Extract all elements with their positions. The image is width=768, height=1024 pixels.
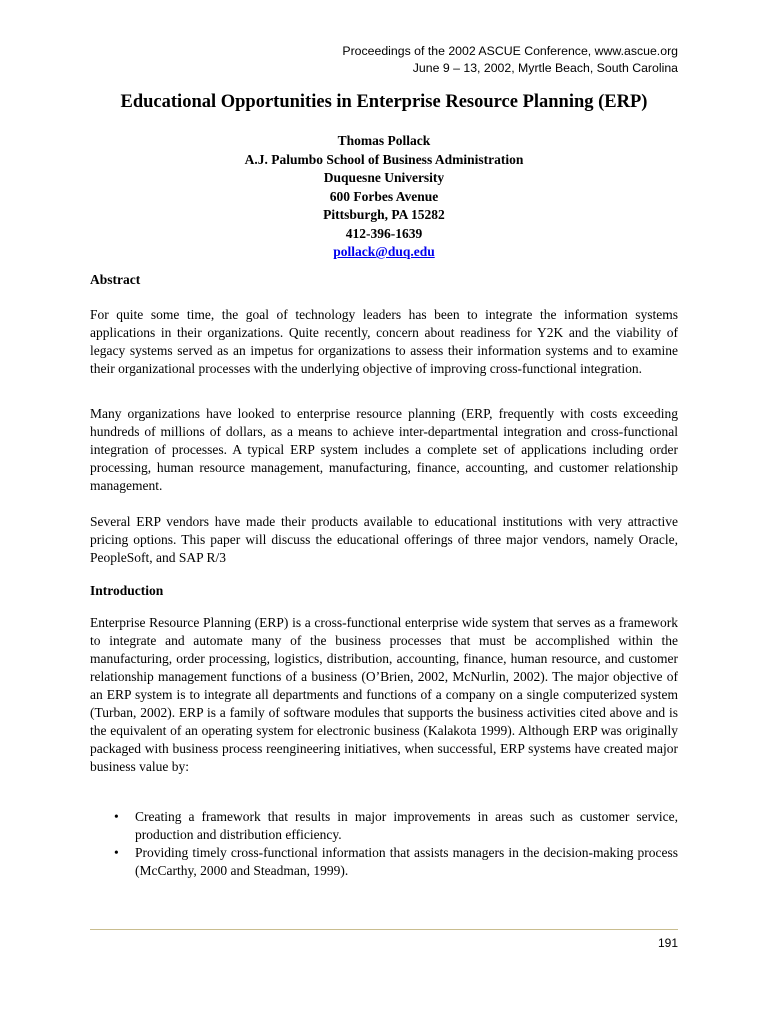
paper-title: Educational Opportunities in Enterprise Resource Planning (ERP)	[120, 92, 648, 112]
author-street: 600 Forbes Avenue	[329, 188, 439, 204]
bullet-icon: •	[114, 845, 119, 860]
abstract-paragraph-3: Several ERP vendors have made their products available to educational institutions with very attractive pricing options. This paper will discuss the educational offerings of three major vendors, namely Oracle, PeopleSoft, and SAP R/3	[90, 514, 678, 565]
bullet-icon: •	[114, 809, 119, 824]
introduction-paragraph: Enterprise Resource Planning (ERP) is a cross-functional enterprise wide system that serves as a framework to integrate and automate many of the business processes that must be accomplished within the manufacturing, order processing, logistics, distribution, accounting, finance, human resource, and customer relationship management functions of a business (O’Brien, 2002, McNurlin, 2002). The major objective of an ERP system is to integrate all departments and functions of a company on a single computerized system (Turban, 2002). ERP is a family of software modules that supports the business activities cited above and is the equivalent of an operating system for electronic business (Kalakota 1999). Although ERP was originally packaged with business process reengineering initiatives, when successful, ERP systems have created major business value by:	[90, 615, 678, 774]
list-item-text: Creating a framework that results in major improvements in areas such as customer service, production and distribution efficiency.	[135, 809, 678, 842]
header-line-2: June 9 – 13, 2002, Myrtle Beach, South Carolina	[412, 61, 678, 75]
list-item	[90, 808, 678, 844]
page-number: 191	[657, 936, 678, 950]
abstract-paragraph-2: Many organizations have looked to enterprise resource planning (ERP, frequently with costs exceeding hundreds of millions of dollars, as a means to achieve inter-departmental integration and cross-functional integration of processes. A typical ERP system includes a complete set of applications including order processing, human resource management, manufacturing, finance, accounting, and customer relationship management.	[90, 406, 678, 493]
abstract-heading: Abstract	[90, 272, 141, 287]
footer-divider	[90, 929, 678, 930]
list-item-text: Providing timely cross-functional information that assists managers in the decision-making process (McCarthy, 2000 and Steadman, 1999).	[135, 845, 678, 878]
author-phone: 412-396-1639	[345, 225, 423, 241]
author-block	[0, 132, 768, 262]
introduction-heading: Introduction	[90, 583, 164, 598]
author-university: Duquesne University	[323, 170, 445, 185]
value-list	[90, 808, 678, 880]
author-city: Pittsburgh, PA 15282	[323, 207, 445, 222]
header-line-1: Proceedings of the 2002 ASCUE Conference, www.ascue.org	[342, 44, 678, 58]
author-name: Thomas Pollack	[337, 133, 431, 148]
conference-header	[342, 43, 678, 77]
author-email-link[interactable]: pollack@duq.edu	[333, 244, 435, 259]
list-item	[90, 844, 678, 880]
author-school: A.J. Palumbo School of Business Administration	[244, 151, 524, 167]
abstract-paragraph-1: For quite some time, the goal of technology leaders has been to integrate the information systems applications in their organizations. Quite recently, concern about readiness for Y2K and the viability of legacy systems served as an impetus for organizations to assess their information systems and to examine their organizational processes with the underlying objective of improving cross-functional integration.	[90, 307, 678, 376]
